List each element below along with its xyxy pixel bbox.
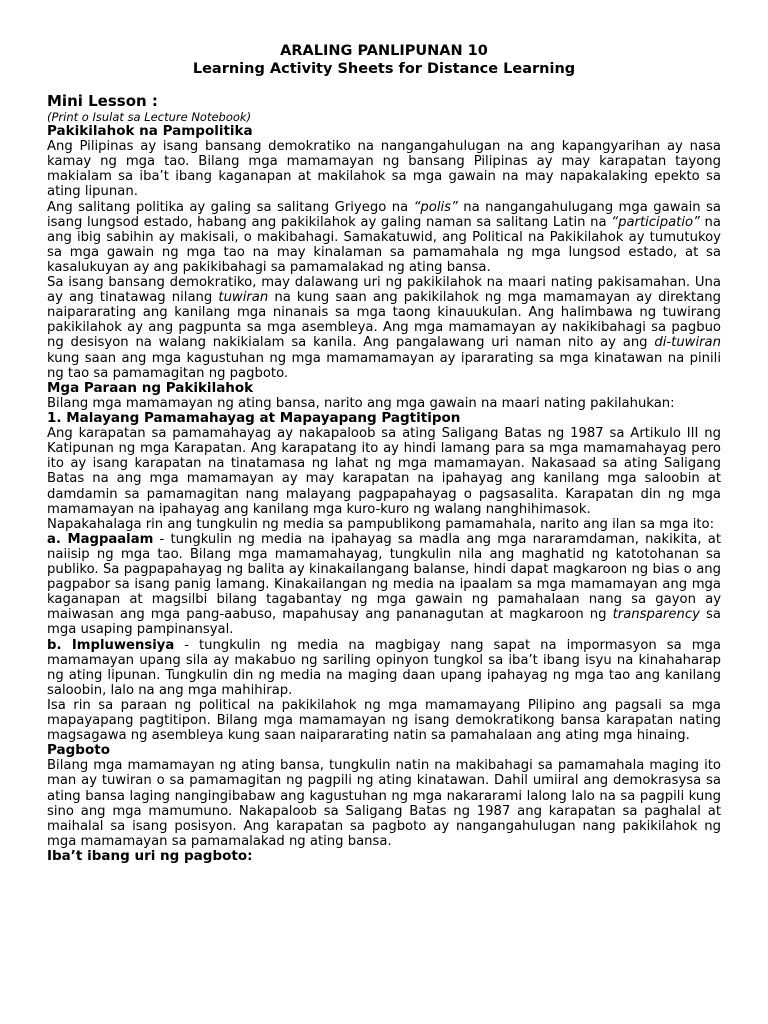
paragraph-magpaalam-text-a: - tungkulin ng media na ipahayag sa madla ang mga nararamdaman, nakikita, at naiisip ng mga tao. Bilang mga mamamahayag, tungkulin nila ang maghatid ng katotohanan sa publiko. Sa pagpapahayag ng balita ay kinakailangang balanse, hindi dapat magkaroon ng bias o ang pagpabor sa isang panig lamang. Kinakailangan ng media na ipaalam sa mga mamamayan ang mga kaganapan at magsilbi bilang tagabantay ng mga gawain ng pamahalaan nang sa gayon ay maiwasan ang mga pang-aabuso, mapahusay ang pananagutan at magkaroon ng	[47, 531, 721, 623]
print-note: (Print o Isulat sa Lecture Notebook)	[47, 110, 252, 124]
section-heading-malayang-pamamahayag: 1. Malayang Pamamahayag at Mapayapang Pagtitipon	[47, 410, 461, 426]
paragraph-2-text-c: na ang ibig sabihin ay makisali, o makibahagi. Samakatuwid, ang Political na Pakikilahok ay tumutukoy sa mga gawain ng mga tao na may kinalaman sa pamamahala ng mga lungsod estado, at sa kasalukuyan ay ang pakikibahagi sa pamamalakad ng ating bansa.	[47, 214, 721, 275]
section-heading-uri-ng-pagboto: Iba’t ibang uri ng pagboto:	[47, 847, 253, 864]
paragraph-9: Isa rin sa paraan ng political na pakikilahok ng mga mamamayang Pilipino ang pagsali sa mga mapayapang pagtitipon. Bilang mga mamamayan ng isang demokratikong bansa karapatan nating magsagawa ng asembleya kung saan naipararating natin sa pamahalaan ang ating mga hinaing.	[47, 697, 721, 744]
paragraph-3-text-b: na kung saan ang pakikilahok ng mga mamamayan ay direktang naipararating ang kanilang mga ninanais sa mga taong kinauukulan. Ang halimbawa ng tuwirang pakikilahok ay ang pagpunta sa mga asembleya. Ang mga mamamayan ay nakikibahagi sa pagbuo ng desisyon na walang nakikialam sa kanila. Ang pangalawang uri naman nito ay ang	[47, 290, 722, 351]
paragraph-5: Ang karapatan sa pamamahayag ay nakapaloob sa ating Saligang Batas ng 1987 sa Artikulo III ng Katipunan ng mga Karapatan. Ang karapatang ito ay hindi lamang para sa mga mamamahayag pero ito ay isang karapatan na tinatamasa ng lahat ng mga mamamayan. Nakasaad sa ating Saligang Batas na ang mga mamamayan ay may karapatan na ipahayag ang kanilang mga saloobin at damdamin sa pamamagitan nang malayang pagpapahayag o pagsasalita. Karapatan din ng mga mamamayan na ipahayag ang kanilang mga kuro-kuro ng walang nanghihimasok.	[47, 426, 721, 517]
paragraph-3	[47, 275, 721, 381]
paragraph-impluwensiya	[47, 638, 721, 698]
document-title: ARALING PANLIPUNAN 10	[280, 43, 488, 59]
section-heading-pagboto: Pagboto	[47, 742, 110, 759]
paragraph-2	[47, 200, 721, 275]
paragraph-magpaalam	[47, 532, 721, 638]
section-heading-pakikilahok: Pakikilahok na Pampolitika	[47, 123, 253, 139]
mini-lesson-label: Mini Lesson :	[47, 92, 158, 110]
term-transparency: transparency	[612, 607, 700, 623]
term-magpaalam: a. Magpaalam	[47, 531, 154, 547]
paragraph-magpaalam-text-b: sa mga usaping pampinansyal.	[47, 607, 721, 638]
paragraph-2-text-a: Ang salitang politika ay galing sa salitang Griyego na	[47, 199, 414, 215]
paragraph-3-text-c: kung saan ang mga kagustuhan ng mga mamamamayan ay ipararating sa mga kinatawan na pinili ng tao sa pamamagitan ng pagboto.	[47, 350, 721, 381]
paragraph-2-text-b: na nangangahulugang mga gawain sa isang lungsod estado, habang ang pakikilahok ay galing naman sa salitang Latin na	[47, 199, 721, 230]
term-participatio: “participatio”	[611, 214, 700, 230]
paragraph-10: Bilang mga mamamayan ng ating bansa, tungkulin natin na makibahagi sa pamamahala maging ito man ay tuwiran o sa pamamagitan ng pagpili ng ating kinatawan. Dahil umiiral ang demokrasysa sa ating bansa laging nangingibabaw ang kagustuhan ng mga nakararami lalong lalo na sa pagpili kung sino ang mga mamumuno. Nakapaloob sa Saligang Batas ng 1987 ang karapatan sa paghalal at maihalal sa isang posisyon. Ang karapatan sa pagboto ay nangangahulugan nang pakikilahok ng mga mamamayan sa pamamalakad ng ating bansa.	[47, 758, 721, 849]
paragraph-6: Napakahalaga rin ang tungkulin ng media sa pampublikong pamamahala, narito ang ilan sa mga ito:	[47, 516, 715, 532]
term-impluwensiya: b. Impluwensiya	[47, 637, 175, 653]
paragraph-3-text-a: Sa isang bansang demokratiko, may dalawang uri ng pakikilahok na maari nating pakisamahan. Una ay ang tinatawag nilang	[47, 275, 721, 306]
term-di-tuwiran: di-tuwiran	[654, 335, 721, 351]
paragraph-4: Bilang mga mamamayan ng ating bansa, narito ang mga gawain na maari nating pakilahukan:	[47, 395, 675, 411]
term-tuwiran: tuwiran	[218, 290, 269, 306]
paragraph-impluwensiya-text: - tungkulin ng media na magbigay nang sapat na impormasyon sa mga mamamayan upang sila ay makabuo ng sariling opinyon tungkol sa iba’t ibang isyu na kinahaharap ng ating lipunan. Tungkulin din ng media na maging daan upang ipahayag ng mga tao ang kanilang saloobin, lalo na ang mga mahihirap.	[47, 637, 721, 698]
paragraph-1: Ang Pilipinas ay isang bansang demokratiko na nangangahulugan na ang kapangyarihan ay nasa kamay ng mga tao. Bilang mga mamamayan ng bansang Pilipinas ay may karapatan tayong makialam sa iba’t ibang kaganapan at makilahok sa mga gawain na may napakalaking epekto sa ating lipunan.	[47, 139, 721, 200]
section-heading-mga-paraan: Mga Paraan ng Pakikilahok	[47, 379, 254, 396]
document-subtitle: Learning Activity Sheets for Distance Learning	[192, 61, 576, 77]
term-polis: “polis”	[413, 199, 458, 215]
